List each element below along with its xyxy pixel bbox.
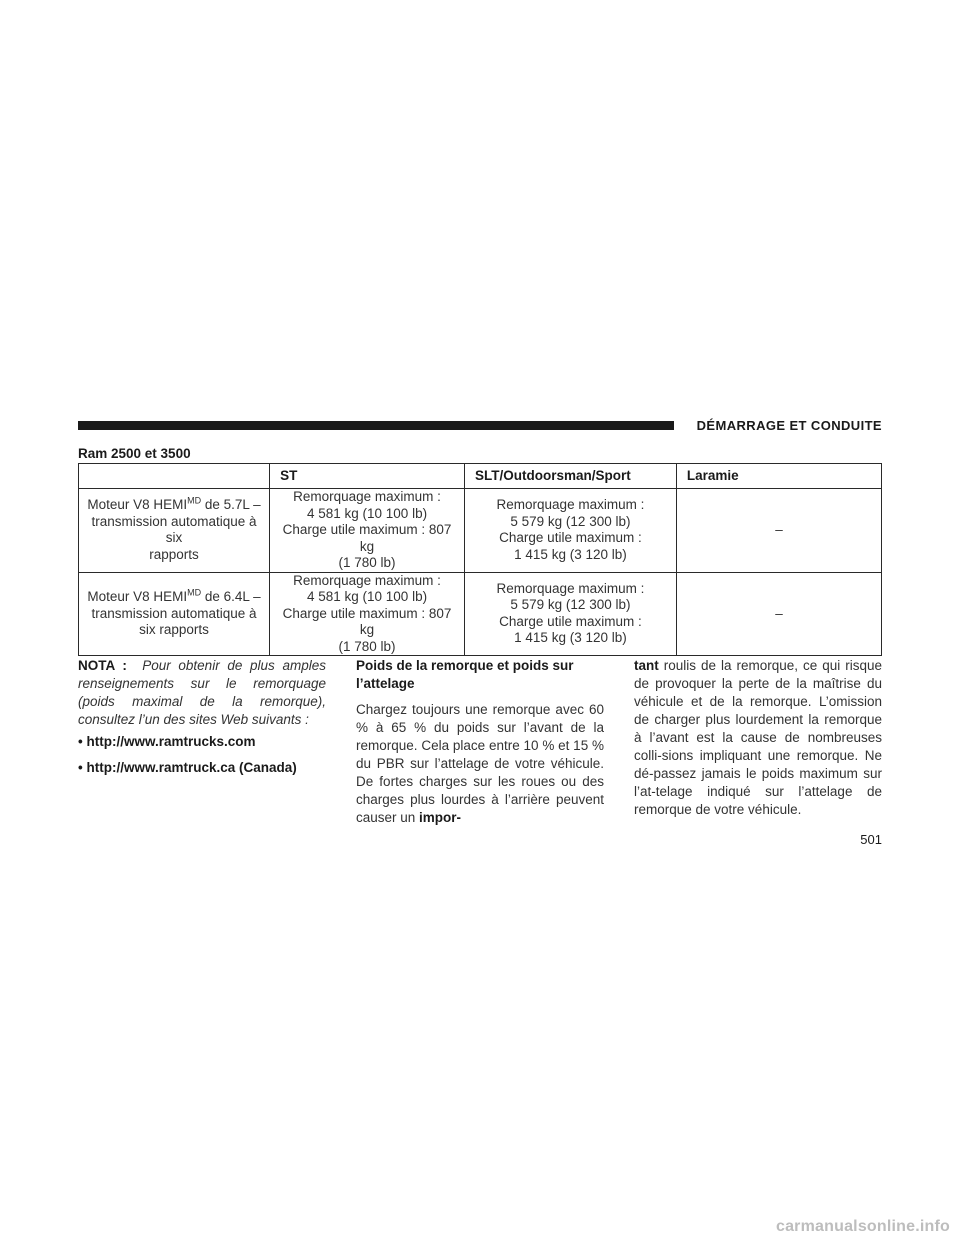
column-header-st: ST xyxy=(270,464,465,489)
column-header xyxy=(79,464,270,489)
note-paragraph xyxy=(78,657,326,729)
column-header-slt: SLT/Outdoorsman/Sport xyxy=(464,464,676,489)
note-label: NOTA : xyxy=(78,658,127,673)
note-column xyxy=(78,657,326,777)
slt-cell: Remorquage maximum : 5 579 kg (12 300 lb) Charge utile maximum : 1 415 kg (3 120 lb) xyxy=(464,489,676,573)
link-ramtruck-canada[interactable]: http://www.ramtruck.ca (Canada) xyxy=(86,760,297,775)
page-number: 501 xyxy=(860,832,882,847)
section-heading: Poids de la remorque et poids sur l’attelage xyxy=(356,658,574,691)
note-text: Pour obtenir de plus amples renseignements sur le remorquage (poids maximal de la remorque), consultez l’un des sites Web suivants : xyxy=(78,658,326,727)
header-rule xyxy=(78,421,674,430)
section-title: DÉMARRAGE ET CONDUITE xyxy=(696,418,882,433)
laramie-cell: – xyxy=(676,489,881,573)
table-row xyxy=(79,572,882,656)
body-column-2 xyxy=(356,657,604,827)
st-cell: Remorquage maximum : 4 581 kg (10 100 lb) Charge utile maximum : 807 kg (1 780 lb) xyxy=(270,489,465,573)
watermark: carmanualsonline.info xyxy=(775,1218,950,1235)
table-row xyxy=(79,489,882,573)
slt-cell: Remorquage maximum : 5 579 kg (12 300 lb) Charge utile maximum : 1 415 kg (3 120 lb) xyxy=(464,572,676,656)
column-header-laramie: Laramie xyxy=(676,464,881,489)
body-paragraph: Chargez toujours une remorque avec 60 % à 65 % du poids sur l’avant de la remorque. Cela place entre 10 % et 15 % du PBR sur l’attelage de votre véhicule. De fortes charges sur les roues ou des charges plus lourdes à l’arrière peuvent causer un impor- xyxy=(356,702,604,825)
body-column-3 xyxy=(634,657,882,819)
laramie-cell: – xyxy=(676,572,881,656)
table-header-row xyxy=(79,464,882,489)
st-cell: Remorquage maximum : 4 581 kg (10 100 lb) Charge utile maximum : 807 kg (1 780 lb) xyxy=(270,572,465,656)
link-ramtrucks[interactable]: http://www.ramtrucks.com xyxy=(86,734,256,749)
engine-cell: Moteur V8 $HEMI^{MD}$ de 6.4L – transmission automatique à six rapports xyxy=(79,572,270,656)
table-title: Ram 2500 et 3500 xyxy=(78,446,191,461)
engine-cell: Moteur V8 $HEMI^{MD}$ de 5.7L – transmission automatique à six rapports xyxy=(79,489,270,573)
towing-table xyxy=(78,463,882,656)
body-paragraph-continued: tant roulis de la remorque, ce qui risque de provoquer la perte de la maîtrise du véhicule et de la remorque. L’omission de charger plus lourdement la remorque à l’avant est la cause de nombreuses colli-sions impliquant une remorque. Ne dé-passez jamais le poids maximum sur l’at-telage indiqué sur l’attelage de remorque de votre véhicule. xyxy=(634,658,882,817)
link-item[interactable]: • http://www.ramtrucks.com xyxy=(78,734,256,749)
link-item[interactable]: • http://www.ramtruck.ca (Canada) xyxy=(78,760,297,775)
